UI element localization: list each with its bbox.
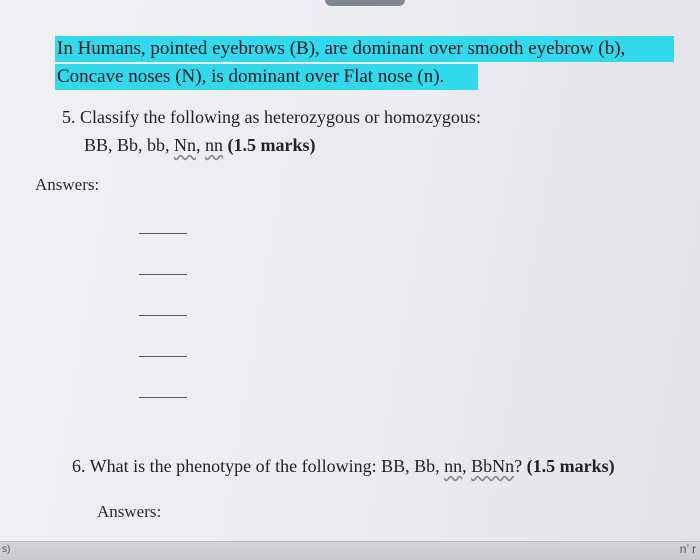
answer-blank-1[interactable] [139,233,187,234]
question-5-text: 5. Classify the following as heterozygous or homozygous: [62,107,481,127]
question-6-text [72,456,615,477]
intro-line-2: Concave noses (N), is dominant over Flat nose (n). [55,64,478,90]
answers-label-2: Answers: [97,502,162,521]
bottom-toolbar-strip [0,541,700,560]
intro-line-1: In Humans, pointed eyebrows (B), are dominant over smooth eyebrow (b), [55,36,674,62]
top-tab-edge [325,0,405,6]
q5-sep: , [196,135,206,155]
q5-item-nn: nn [205,135,224,155]
q6-prefix: 6. What is the phenotype of the following: BB, Bb, [72,456,445,476]
answer-blank-4[interactable] [139,356,187,357]
q6-item-nn: nn [444,456,463,476]
answer-blank-2[interactable] [139,274,187,275]
bottom-right-fragment: n’ r [679,542,696,556]
q5-item-Nn: Nn [174,135,197,155]
bottom-left-fragment: s) [2,544,11,555]
q5-items-prefix: BB, Bb, bb, [84,135,175,155]
q6-marks: (1.5 marks) [526,456,615,476]
answers-label-1: Answers: [35,175,100,194]
q6-sep: , [462,456,472,476]
q6-item-BbNn: BbNn [471,456,515,476]
question-5-items [84,135,316,156]
q5-marks: (1.5 marks) [223,135,316,155]
answer-blank-3[interactable] [139,315,187,316]
q6-suffix: ? [514,456,527,476]
answer-blank-5[interactable] [139,397,187,398]
